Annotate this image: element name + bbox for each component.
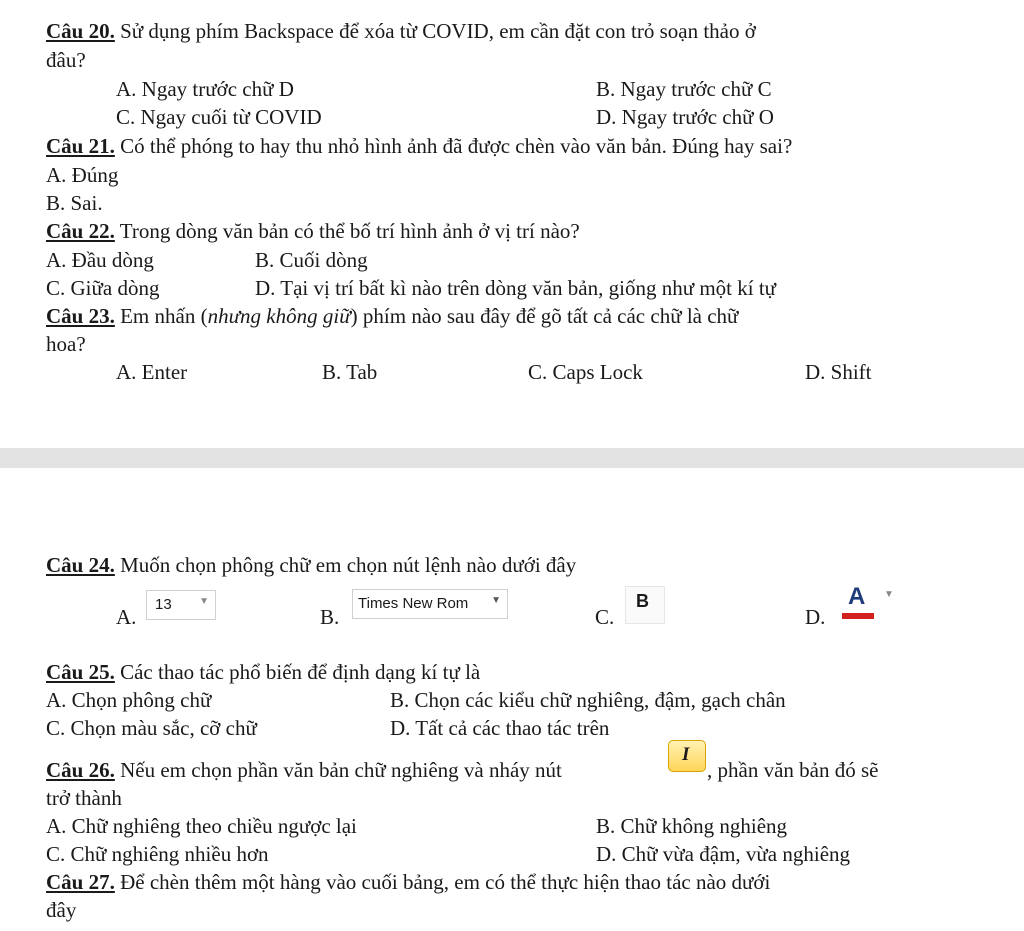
option-c-letter: C. xyxy=(595,605,615,629)
question-number: Câu 23. xyxy=(46,304,115,328)
font-size-dropdown[interactable] xyxy=(146,590,216,620)
question-text-continued: đâu? xyxy=(46,48,86,72)
question-number: Câu 25. xyxy=(46,660,115,684)
option-a: A. Đúng xyxy=(46,163,119,187)
option-d: D. Chữ vừa đậm, vừa nghiêng xyxy=(596,842,851,866)
option-a: A. Chọn phông chữ xyxy=(46,688,212,712)
chevron-down-icon: ▼ xyxy=(199,596,209,607)
italic-button[interactable] xyxy=(668,740,706,772)
question-text-end: , phần văn bản đó sẽ xyxy=(707,758,879,782)
option-d-letter: D. xyxy=(805,605,826,629)
question-number: Câu 20. xyxy=(46,19,115,43)
option-b: B. Ngay trước chữ C xyxy=(596,77,772,101)
option-b-letter: B. xyxy=(320,605,340,629)
question-20 xyxy=(46,18,756,44)
option-c: C. Caps Lock xyxy=(528,360,643,384)
question-text: Để chèn thêm một hàng vào cuối bảng, em có thể thực hiện thao tác nào dưới xyxy=(114,870,771,894)
option-a-letter: A. xyxy=(116,605,137,629)
question-text-continued: trở thành xyxy=(46,786,122,810)
question-text: Nếu em chọn phần văn bản chữ nghiêng và nháy nút xyxy=(114,758,562,782)
question-text: Em nhấn ( xyxy=(114,304,208,328)
option-d: D. Shift xyxy=(805,360,872,384)
option-a: A. Enter xyxy=(116,360,188,384)
question-text: Trong dòng văn bản có thể bố trí hình ảnh ở vị trí nào? xyxy=(114,219,580,243)
question-text: Có thể phóng to hay thu nhỏ hình ảnh đã được chèn vào văn bản. Đúng hay sai? xyxy=(114,134,793,158)
question-26 xyxy=(46,757,562,783)
font-color-icon: A xyxy=(848,583,866,610)
question-22 xyxy=(46,218,580,244)
page-separator xyxy=(0,448,1024,468)
option-a: A. Ngay trước chữ D xyxy=(116,77,294,101)
question-25 xyxy=(46,659,480,685)
font-color-bar xyxy=(842,613,874,619)
option-d: D. Ngay trước chữ O xyxy=(596,105,774,129)
question-text-continued: hoa? xyxy=(46,332,86,356)
question-number: Câu 21. xyxy=(46,134,115,158)
question-number: Câu 22. xyxy=(46,219,115,243)
font-name-value: Times New Rom xyxy=(358,595,469,612)
option-d: D. Tất cả các thao tác trên xyxy=(390,716,610,740)
question-21 xyxy=(46,133,792,159)
bold-button[interactable] xyxy=(625,586,665,624)
question-text: Các thao tác phổ biến để định dạng kí tự là xyxy=(114,660,481,684)
option-b: B. Tab xyxy=(322,360,378,384)
option-b: B. Chữ không nghiêng xyxy=(596,814,788,838)
question-number: Câu 24. xyxy=(46,553,115,577)
question-text-italic: nhưng không giữ xyxy=(207,304,351,328)
question-text-continued: đây xyxy=(46,898,77,922)
question-text-end: ) phím nào sau đây để gõ tất cả các chữ là chữ xyxy=(350,304,739,328)
option-c: C. Giữa dòng xyxy=(46,276,160,300)
chevron-down-icon: ▼ xyxy=(884,589,894,600)
font-color-button[interactable] xyxy=(840,583,900,625)
question-27 xyxy=(46,869,770,895)
option-c: C. Chọn màu sắc, cỡ chữ xyxy=(46,716,257,740)
option-c: C. Chữ nghiêng nhiều hơn xyxy=(46,842,269,866)
option-b: B. Sai. xyxy=(46,191,103,215)
question-text: Muốn chọn phông chữ em chọn nút lệnh nào dưới đây xyxy=(114,553,577,577)
chevron-down-icon: ▼ xyxy=(491,595,501,606)
question-text: Sử dụng phím Backspace để xóa từ COVID, em cần đặt con trỏ soạn thảo ở xyxy=(114,19,756,43)
font-size-value: 13 xyxy=(155,596,172,613)
question-24 xyxy=(46,552,576,578)
question-23 xyxy=(46,303,738,329)
question-number: Câu 26. xyxy=(46,758,115,782)
italic-icon: I xyxy=(682,744,690,765)
question-number: Câu 27. xyxy=(46,870,115,894)
option-a: A. Chữ nghiêng theo chiều ngược lại xyxy=(46,814,357,838)
option-b: B. Chọn các kiểu chữ nghiêng, đậm, gạch chân xyxy=(390,688,786,712)
bold-icon: B xyxy=(636,591,649,611)
option-a: A. Đầu dòng xyxy=(46,248,154,272)
option-b: B. Cuối dòng xyxy=(255,248,368,272)
option-c: C. Ngay cuối từ COVID xyxy=(116,105,322,129)
font-name-dropdown[interactable] xyxy=(352,589,508,619)
option-d: D. Tại vị trí bất kì nào trên dòng văn bản, giống như một kí tự xyxy=(255,276,777,300)
